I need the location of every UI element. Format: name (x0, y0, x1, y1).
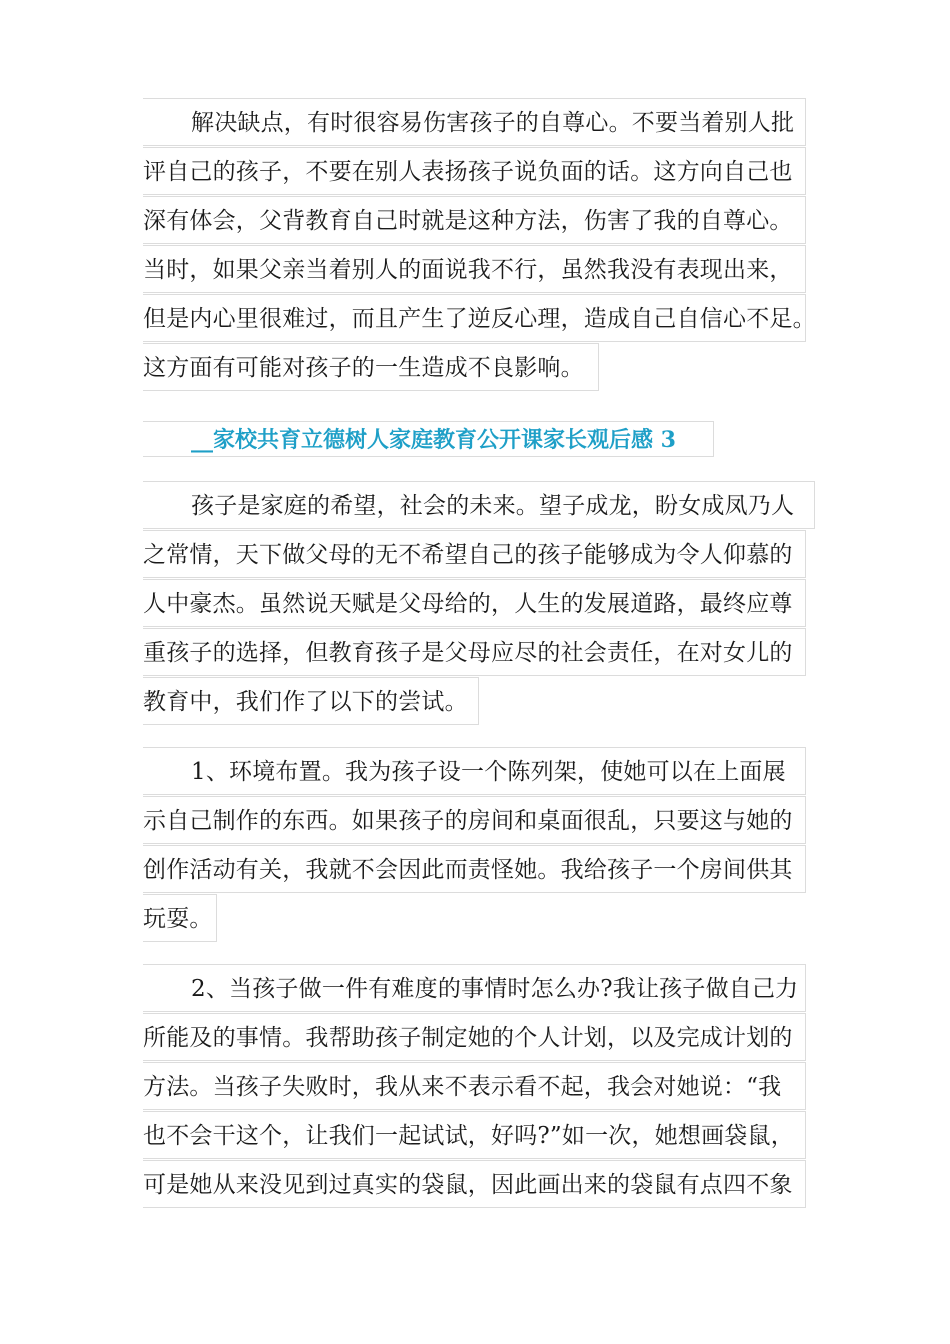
paragraph-line: 解决缺点，有时很容易伤害孩子的自尊心。不要当着别人批 (143, 98, 806, 146)
paragraph-line: 孩子是家庭的希望，社会的未来。望子成龙，盼女成凤乃人 (143, 481, 815, 529)
paragraph-line: 重孩子的选择，但教育孩子是父母应尽的社会责任，在对女儿的 (143, 628, 806, 676)
paragraph-line: 1、环境布置。我为孩子设一个陈列架，使她可以在上面展 (143, 747, 806, 795)
paragraph-line: 教育中，我们作了以下的尝试。 (143, 677, 479, 725)
paragraph-line: 但是内心里很难过，而且产生了逆反心理，造成自己自信心不足。 (143, 294, 806, 342)
paragraph-line: 人中豪杰。虽然说天赋是父母给的，人生的发展道路，最终应尊 (143, 579, 806, 627)
paragraph-line: 玩耍。 (143, 894, 217, 942)
paragraph-line: 深有体会，父背教育自己时就是这种方法，伤害了我的自尊心。 (143, 196, 806, 244)
paragraph-line: 当时，如果父亲当着别人的面说我不行，虽然我没有表现出来， (143, 245, 806, 293)
paragraph-line: 2、当孩子做一件有难度的事情时怎么办?我让孩子做自己力 (143, 964, 806, 1012)
paragraph-line: 也不会干这个，让我们一起试试，好吗?”如一次，她想画袋鼠， (143, 1111, 806, 1159)
paragraph-line: 可是她从来没见到过真实的袋鼠，因此画出来的袋鼠有点四不象 (143, 1160, 806, 1208)
paragraph-line: 评自己的孩子，不要在别人表扬孩子说负面的话。这方向自己也 (143, 147, 806, 195)
paragraph-line: 创作活动有关，我就不会因此而责怪她。我给孩子一个房间供其 (143, 845, 806, 893)
paragraph-line: 之常情，天下做父母的无不希望自己的孩子能够成为令人仰慕的 (143, 530, 806, 578)
paragraph-line: 示自己制作的东西。如果孩子的房间和桌面很乱，只要这与她的 (143, 796, 806, 844)
paragraph-line: 方法。当孩子失败时，我从来不表示看不起，我会对她说：“我 (143, 1062, 806, 1110)
section-heading: __家校共育立德树人家庭教育公开课家长观后感 3 (143, 421, 714, 457)
paragraph-line: 所能及的事情。我帮助孩子制定她的个人计划，以及完成计划的 (143, 1013, 806, 1061)
paragraph-line: 这方面有可能对孩子的一生造成不良影响。 (143, 343, 599, 391)
